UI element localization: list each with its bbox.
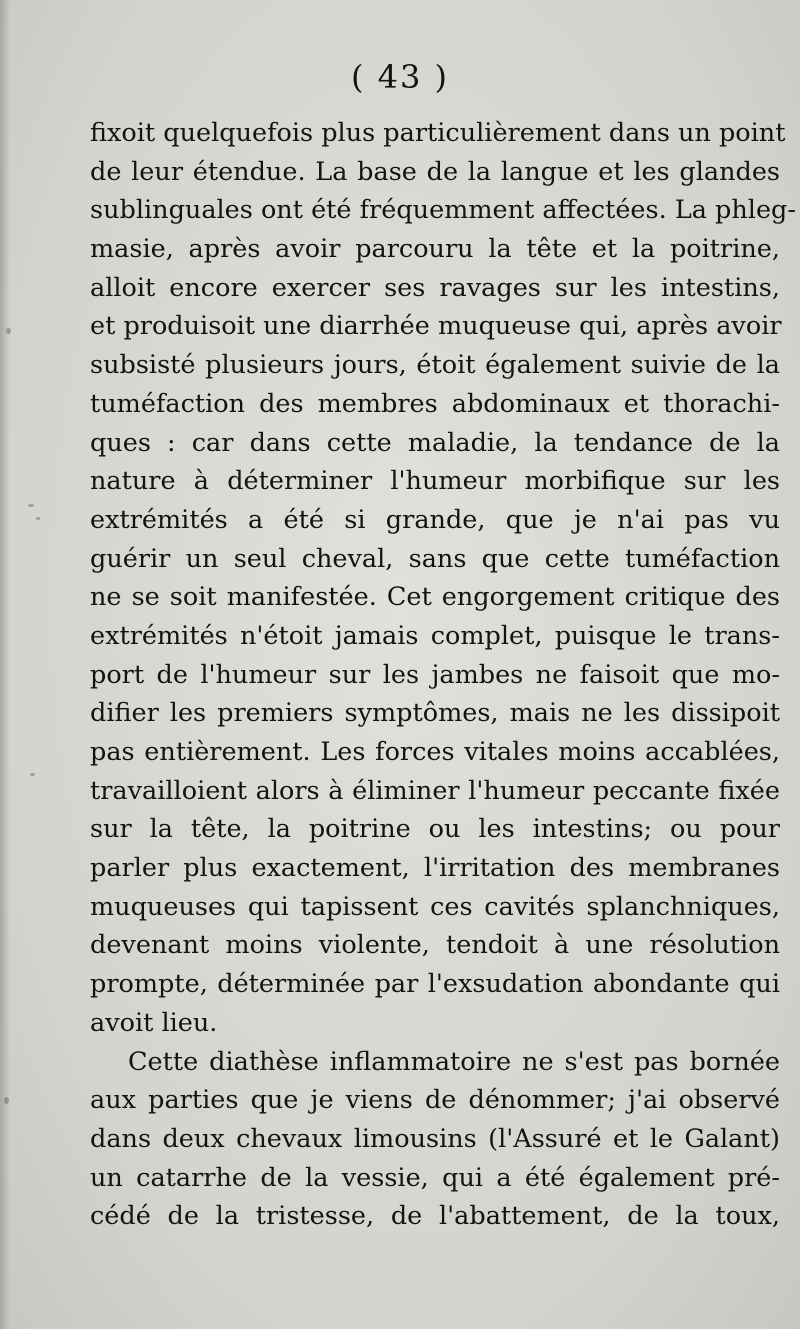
print-speck bbox=[30, 773, 35, 776]
text-line: ne se soit manifestée. Cet engorgement critique des bbox=[90, 582, 780, 613]
text-line: difier les premiers symptômes, mais ne les dissipoit bbox=[90, 698, 780, 729]
text-line: de leur étendue. La base de la langue et les glandes bbox=[90, 156, 780, 187]
text-line: prompte, déterminée par l'exsudation abondante qui bbox=[90, 969, 780, 1000]
text-line: sublinguales ont été fréquemment affectées. La phleg- bbox=[90, 195, 796, 226]
text-line: ques : car dans cette maladie, la tendance de la bbox=[90, 427, 780, 458]
body-text bbox=[90, 114, 796, 1236]
text-line: muqueuses qui tapissent ces cavités splanchniques, bbox=[90, 891, 780, 922]
text-line: pas entièrement. Les forces vitales moins accablées, bbox=[90, 737, 780, 767]
text-line: travailloient alors à éliminer l'humeur peccante fixée bbox=[90, 775, 780, 806]
print-speck bbox=[28, 504, 34, 507]
print-speck bbox=[4, 1097, 9, 1104]
text-line: masie, après avoir parcouru la tête et la poitrine, bbox=[90, 234, 780, 265]
paragraph-start-line: Cette diathèse inflammatoire ne s'est pas bornée bbox=[128, 1046, 780, 1077]
text-line: un catarrhe de la vessie, qui a été également pré- bbox=[90, 1162, 780, 1193]
text-line: dans deux chevaux limousins (l'Assuré et le Galant) bbox=[90, 1123, 780, 1154]
text-line: cédé de la tristesse, de l'abattement, de la toux, bbox=[90, 1201, 780, 1232]
text-line: et produisoit une diarrhée muqueuse qui, après avoir bbox=[90, 311, 782, 342]
page-edge-shadow bbox=[0, 0, 10, 1329]
text-line: extrémités a été si grande, que je n'ai pas vu bbox=[90, 504, 780, 535]
text-line: subsisté plusieurs jours, étoit également suivie de la bbox=[90, 350, 780, 381]
text-line: alloit encore exercer ses ravages sur les intestins, bbox=[90, 272, 780, 303]
text-line: parler plus exactement, l'irritation des membranes bbox=[90, 853, 780, 884]
text-line: fixoit quelquefois plus particulièrement dans un point bbox=[90, 118, 786, 148]
print-speck bbox=[36, 517, 40, 520]
text-line: port de l'humeur sur les jambes ne faisoit que mo- bbox=[90, 659, 780, 690]
print-speck bbox=[6, 328, 11, 334]
text-line: tuméfaction des membres abdominaux et thorachi- bbox=[90, 388, 780, 419]
text-line: devenant moins violente, tendoit à une résolution bbox=[90, 930, 780, 961]
paragraph-end-line: avoit lieu. bbox=[90, 1007, 218, 1038]
text-line: guérir un seul cheval, sans que cette tuméfaction bbox=[90, 543, 780, 574]
text-line: aux parties que je viens de dénommer; j'ai observé bbox=[90, 1085, 780, 1116]
text-line: nature à déterminer l'humeur morbifique sur les bbox=[90, 466, 780, 497]
text-line: extrémités n'étoit jamais complet, puisque le trans- bbox=[90, 620, 780, 651]
page-number: ( 43 ) bbox=[350, 58, 450, 96]
text-line: sur la tête, la poitrine ou les intestins; ou pour bbox=[90, 814, 780, 845]
